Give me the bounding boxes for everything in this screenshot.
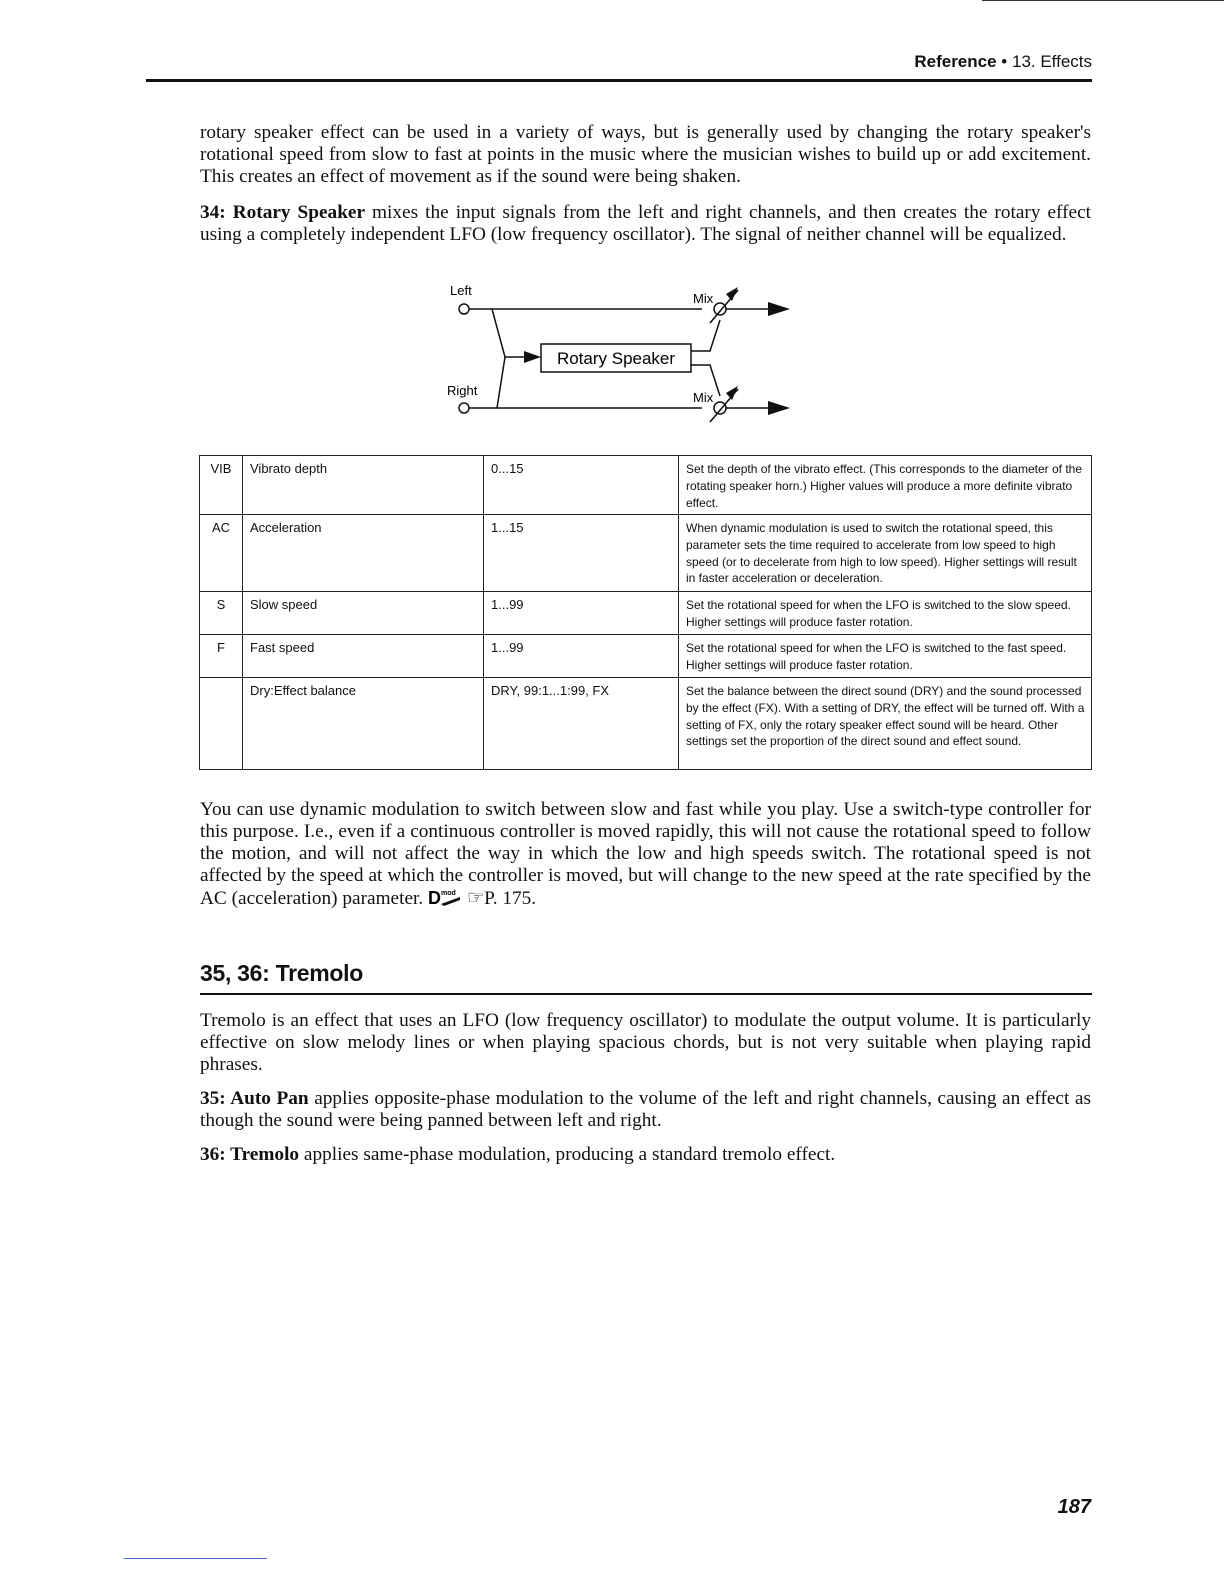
rotary-speaker-text: mixes the input signals from the left and right channels, and then creates the rotary effect using a completely independent LFO (low frequency oscillator). The signal of neither channel will be equalized. bbox=[200, 202, 1092, 245]
param-abbr: S bbox=[200, 592, 243, 635]
table-row bbox=[200, 515, 1092, 592]
dmod-sub: mod bbox=[441, 890, 456, 897]
header-section: Reference bbox=[914, 52, 997, 71]
param-desc: Set the depth of the vibrato effect. (This corresponds to the diameter of the rotating speaker horn.) Higher values will produce a more definite vibrato effect. bbox=[679, 456, 1092, 515]
rotary-speaker-block: Rotary Speaker bbox=[556, 349, 676, 368]
tremolo-intro-paragraph: Tremolo is an effect that uses an LFO (low frequency oscillator) to modulate the output volume. It is particularly effective on slow melody lines or when playing spacious chords, but is not very suitable when playing rapid phrases. bbox=[200, 1010, 1091, 1075]
tremolo-section-title: 35, 36: Tremolo bbox=[200, 960, 363, 986]
right-input-label: Right bbox=[447, 383, 478, 398]
left-input-label: Left bbox=[450, 283, 472, 298]
rotary-speaker-diagram bbox=[420, 280, 820, 430]
section-rule bbox=[200, 993, 1092, 995]
output-bottom-arrow-icon bbox=[768, 401, 790, 415]
page-number: 187 bbox=[1057, 1496, 1091, 1518]
tremolo-text: applies same-phase modulation, producing a standard tremolo effect. bbox=[299, 1144, 836, 1165]
running-header bbox=[146, 52, 1092, 80]
output-top-arrow-icon bbox=[768, 302, 790, 316]
param-abbr: F bbox=[200, 635, 243, 678]
intro-paragraph: rotary speaker effect can be used in a variety of ways, but is generally used by changing the rotary speaker's rotational speed from slow to fast at points in the music where the musician wishes to build up or add excitement. This creates an effect of movement as if the sound were being shaken. bbox=[200, 122, 1091, 187]
tremolo-label: 36: Tremolo bbox=[200, 1144, 300, 1165]
param-desc: When dynamic modulation is used to switch the rotational speed, this parameter sets the time required to accelerate from low speed to high speed (or to decelerate from high to low speed). Higher settings will result in faster acceleration or deceleration. bbox=[679, 515, 1092, 592]
param-desc: Set the rotational speed for when the LFO is switched to the fast speed. Higher settings will produce faster rotation. bbox=[679, 635, 1092, 678]
param-abbr bbox=[200, 678, 243, 770]
tremolo-paragraph bbox=[200, 1144, 1091, 1166]
param-name: Dry:Effect balance bbox=[243, 678, 484, 770]
table-row bbox=[200, 456, 1092, 515]
param-name: Vibrato depth bbox=[243, 456, 484, 515]
dynamic-modulation-text: You can use dynamic modulation to switch between slow and fast while you play. Use a switch-type controller for this purpose. I.e., even if a continuous controller is moved rapidly, this will not cause the rotational speed to follow the motion, and will not affect the way in which the low and high speeds switch. The rotational speed is not affected by the speed at which the controller is moved, but will change to the new speed at the rate specified by the AC (acceleration) parameter. bbox=[200, 799, 1091, 909]
auto-pan-text: applies opposite-phase modulation to the volume of the left and right channels, causing an effect as though the sound were being panned between left and right. bbox=[200, 1088, 1091, 1131]
left-input-jack-icon bbox=[459, 304, 469, 314]
param-desc: Set the balance between the direct sound (DRY) and the sound processed by the effect (FX). With a setting of DRY, the effect will be turned off. With a setting of FX, only the rotary speaker effect sound will be heard. Other settings set the proportion of the direct sound and effect sound. bbox=[679, 678, 1092, 770]
header-chapter: 13. Effects bbox=[1011, 52, 1092, 71]
dmod-letter: D bbox=[428, 888, 442, 907]
param-range: 1...99 bbox=[484, 635, 679, 678]
dynamic-modulation-paragraph bbox=[200, 799, 1091, 913]
param-desc: Set the rotational speed for when the LFO is switched to the slow speed. Higher settings will produce faster rotation. bbox=[679, 592, 1092, 635]
param-abbr: VIB bbox=[200, 456, 243, 515]
bottom-edge-line bbox=[124, 1558, 267, 1559]
header-bullet: • bbox=[1001, 52, 1008, 71]
param-range: DRY, 99:1...1:99, FX bbox=[484, 678, 679, 770]
mix-bottom-knob-icon bbox=[710, 386, 738, 422]
parameter-table bbox=[199, 455, 1092, 770]
auto-pan-paragraph bbox=[200, 1088, 1091, 1132]
header-rule bbox=[146, 79, 1092, 82]
block-arrow-icon bbox=[524, 351, 541, 363]
auto-pan-label: 35: Auto Pan bbox=[200, 1088, 309, 1109]
param-name: Acceleration bbox=[243, 515, 484, 592]
table-row bbox=[200, 635, 1092, 678]
table-row bbox=[200, 678, 1092, 770]
rotary-speaker-label: 34: Rotary Speaker bbox=[200, 202, 366, 223]
table-row bbox=[200, 592, 1092, 635]
mix-top-label: Mix bbox=[693, 291, 714, 306]
param-range: 1...99 bbox=[484, 592, 679, 635]
param-range: 1...15 bbox=[484, 515, 679, 592]
param-name: Fast speed bbox=[243, 635, 484, 678]
param-name: Slow speed bbox=[243, 592, 484, 635]
page-reference-link[interactable]: ☞P. 175. bbox=[466, 888, 537, 909]
param-range: 0...15 bbox=[484, 456, 679, 515]
param-abbr: AC bbox=[200, 515, 243, 592]
mix-bottom-label: Mix bbox=[693, 390, 714, 405]
top-edge-line bbox=[982, 0, 1224, 1]
dmod-icon bbox=[428, 887, 462, 913]
rotary-speaker-paragraph bbox=[200, 202, 1091, 246]
mix-top-knob-icon bbox=[710, 287, 738, 323]
right-input-jack-icon bbox=[459, 403, 469, 413]
